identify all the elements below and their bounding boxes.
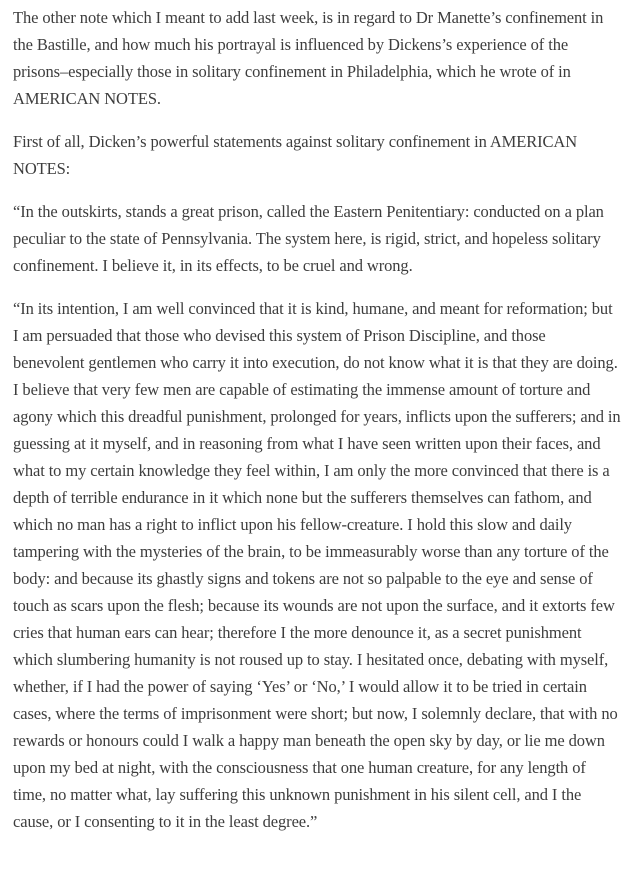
paragraph-lead-in: First of all, Dicken’s powerful statements against solitary confinement in AMERICAN NOTES: — [13, 132, 578, 178]
paragraph-quote-eastern-penitentiary: “In the outskirts, stands a great prison, called the Eastern Penitentiary: conducted on a plan peculiar to the state of Pennsylvania. The system here, is rigid, strict, and hopeless solitary confinement. I believe it, in its effects, to be cruel and wrong. — [13, 202, 604, 275]
paragraph-quote-intention: “In its intention, I am well convinced that it is kind, humane, and meant for reformation; but I am persuaded that those who devised this system of Prison Discipline, and those benevolent gentlemen who carry it into execution, do not know what it is that they are doing. I believe that very few men are capable of estimating the immense amount of torture and agony which this dreadful punishment, prolonged for years, inflicts upon the sufferers; and in guessing at it myself, and in reasoning from what I have seen written upon their faces, and what to my certain knowledge they feel within, I am only the more convinced that there is a depth of terrible endurance in it which none but the sufferers themselves can fathom, and which no man has a right to inflict upon his fellow-creature. I hold this slow and daily tampering with the mysteries of the brain, to be immeasurably worse than any torture of the body: and because its ghastly signs and tokens are not so palpable to the eye and sense of touch as scars upon the flesh; because its wounds are not upon the surface, and it extorts few cries that human ears can hear; therefore I the more denounce it, as a secret punishment which slumbering humanity is not roused up to stay. I hesitated once, debating with myself, whether, if I had the power of saying ‘Yes’ or ‘No,’ I would allow it to be tried in certain cases, where the terms of imprisonment were short; but now, I solemnly declare, that with no rewards or honours could I walk a happy man beneath the open sky by day, or lie me down upon my bed at night, with the consciousness that one human creature, for any length of time, no matter what, lay suffering this unknown punishment in his silent cell, and I the cause, or I consenting to it in the least degree.” — [13, 299, 621, 831]
article-text — [13, 4, 621, 835]
paragraph-intro-note: The other note which I meant to add last week, is in regard to Dr Manette’s confinement in the Bastille, and how much his portrayal is influenced by Dickens’s experience of the prisons–especially those in solitary confinement in Philadelphia, which he wrote of in AMERICAN NOTES. — [13, 8, 604, 108]
